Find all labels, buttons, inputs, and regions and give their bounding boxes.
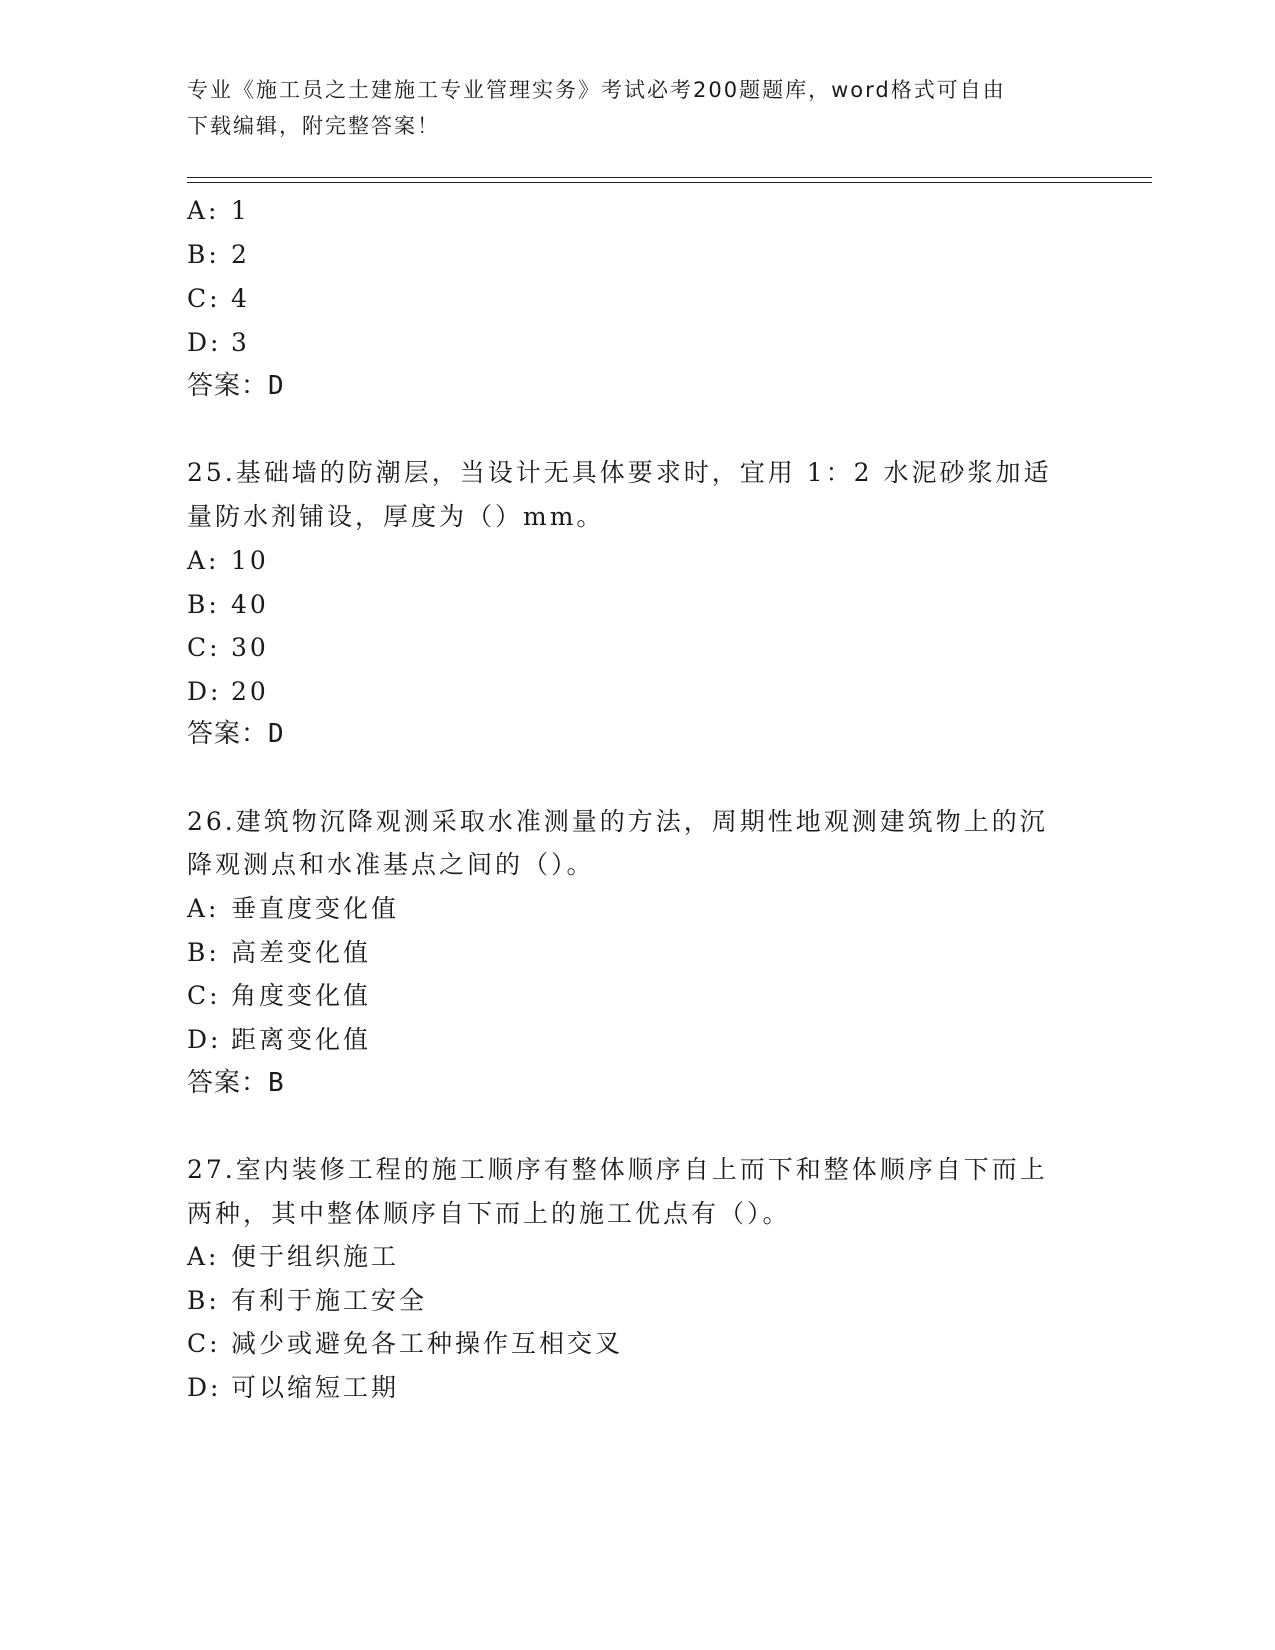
option-label: D: <box>187 1025 222 1054</box>
q27-option-a <box>187 1241 399 1273</box>
option-label: C: <box>187 284 221 313</box>
q25-stem-line-2: 量防水剂铺设，厚度为（）mm。 <box>187 502 605 531</box>
option-text: 高差变化值 <box>231 938 372 967</box>
option-label: A: <box>187 546 220 575</box>
q27-option-c <box>187 1328 623 1360</box>
q26-stem-line-2: 降观测点和水准基点之间的（）。 <box>187 850 595 879</box>
option-label: B: <box>187 1286 220 1315</box>
q27-stem-line-2: 两种，其中整体顺序自下而上的施工优点有（）。 <box>187 1199 791 1228</box>
q27-stem-line-1: 27.室内装修工程的施工顺序有整体顺序自上而下和整体顺序自下而上 <box>187 1155 1048 1184</box>
option-text: 垂直度变化值 <box>231 894 400 923</box>
document-header <box>187 72 1067 144</box>
q25-option-a <box>187 545 269 577</box>
option-label: B: <box>187 590 220 619</box>
answer-value: B <box>268 1068 285 1098</box>
option-label: B: <box>187 240 220 269</box>
option-text: 3 <box>231 328 250 357</box>
q25-option-b <box>187 589 269 621</box>
option-label: A: <box>187 1242 220 1271</box>
q27-option-d <box>187 1372 399 1404</box>
option-text: 便于组织施工 <box>231 1242 400 1271</box>
q27-option-b <box>187 1285 427 1317</box>
q24-option-d <box>187 327 250 359</box>
header-line-2: 下载编辑，附完整答案！ <box>187 114 440 138</box>
option-label: D: <box>187 677 222 706</box>
option-label: C: <box>187 633 221 662</box>
q25-option-d <box>187 676 269 708</box>
q25-answer <box>187 718 285 750</box>
q26-option-d <box>187 1024 371 1056</box>
q26-answer <box>187 1067 285 1099</box>
q25-option-c <box>187 632 269 664</box>
option-text: 2 <box>231 240 250 269</box>
option-text: 10 <box>231 546 269 575</box>
option-text: 减少或避免各工种操作互相交叉 <box>231 1329 624 1358</box>
answer-label: 答案： <box>187 719 269 749</box>
option-text: 角度变化值 <box>231 981 372 1010</box>
q24-option-a <box>187 195 250 227</box>
answer-value: D <box>268 371 285 401</box>
answer-label: 答案： <box>187 1068 269 1098</box>
option-label: D: <box>187 328 222 357</box>
option-text: 40 <box>231 590 269 619</box>
option-text: 20 <box>231 677 269 706</box>
q26-option-a <box>187 893 399 925</box>
q24-option-b <box>187 239 250 271</box>
q26-option-c <box>187 980 371 1012</box>
option-text: 距离变化值 <box>231 1025 372 1054</box>
option-label: C: <box>187 1329 221 1358</box>
option-text: 可以缩短工期 <box>231 1373 400 1402</box>
q24-answer <box>187 370 285 402</box>
q25-stem-line-1: 25.基础墙的防潮层，当设计无具体要求时，宜用 1：2 水泥砂浆加适 <box>187 458 1052 487</box>
header-line-1: 专业《施工员之土建施工专业管理实务》考试必考200题题库，word格式可自由 <box>187 78 1006 102</box>
q26-stem-line-1: 26.建筑物沉降观测采取水准测量的方法，周期性地观测建筑物上的沉 <box>187 807 1048 836</box>
option-text: 4 <box>231 284 250 313</box>
q24-option-c <box>187 283 250 315</box>
answer-label: 答案： <box>187 371 269 401</box>
q26-option-b <box>187 937 371 969</box>
option-text: 有利于施工安全 <box>231 1286 428 1315</box>
header-divider-bottom <box>187 182 1152 183</box>
option-label: B: <box>187 938 220 967</box>
option-label: A: <box>187 894 220 923</box>
option-text: 30 <box>231 633 269 662</box>
option-label: A: <box>187 196 220 225</box>
answer-value: D <box>268 719 285 749</box>
option-label: D: <box>187 1373 222 1402</box>
option-label: C: <box>187 981 221 1010</box>
header-divider-top <box>187 177 1152 178</box>
option-text: 1 <box>231 196 250 225</box>
